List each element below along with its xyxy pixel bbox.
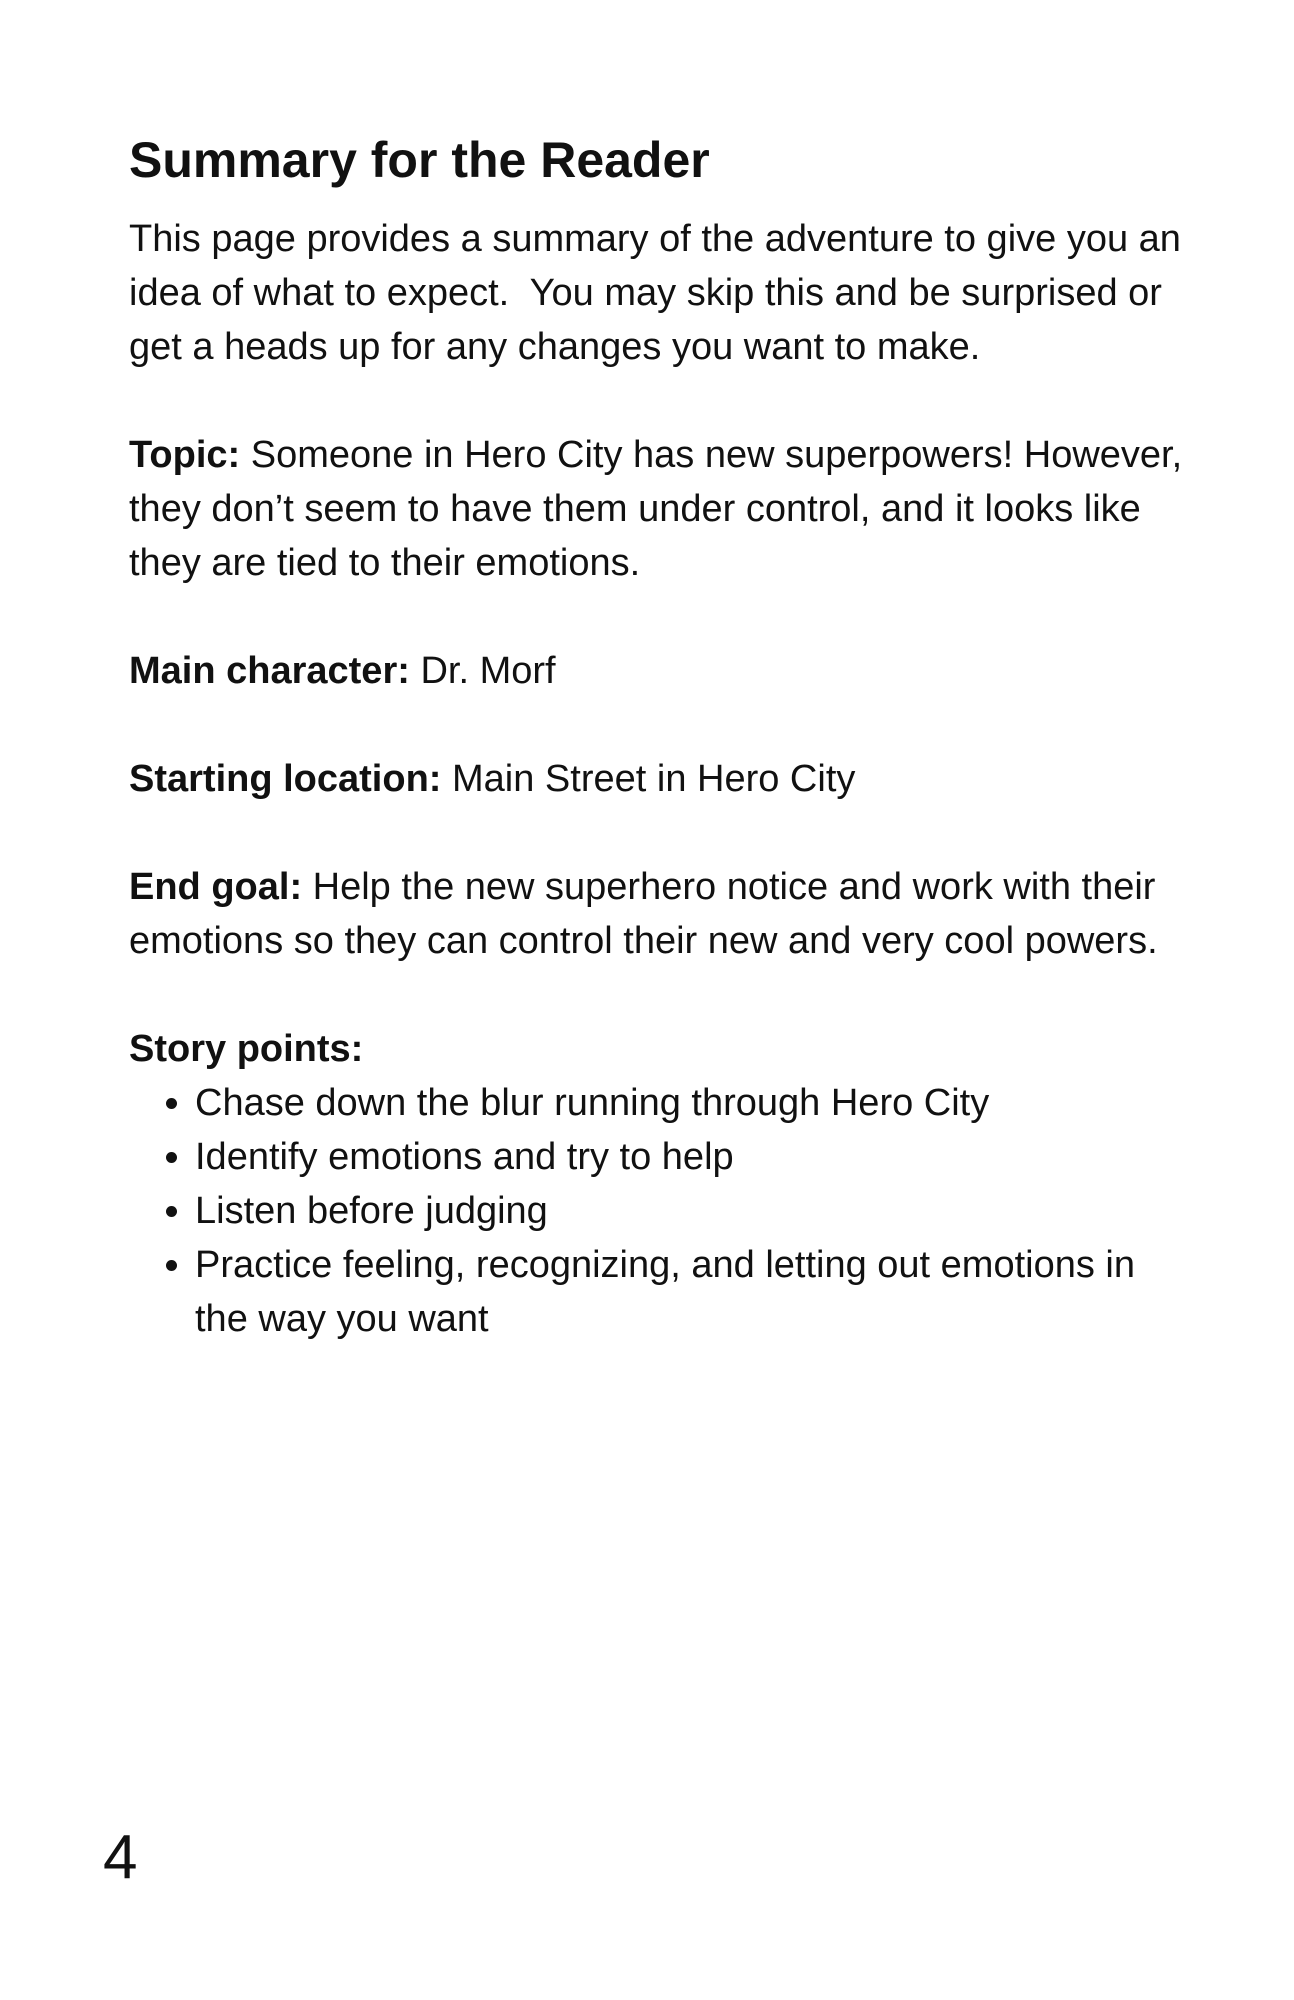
list-item: • Chase down the blur running through Hero City bbox=[195, 1076, 1189, 1130]
main-character-text: Dr. Morf bbox=[409, 650, 556, 692]
main-character-label: Main character: bbox=[129, 650, 410, 692]
story-points-list bbox=[129, 1076, 1189, 1346]
main-character-paragraph bbox=[129, 644, 1189, 698]
starting-location-text: Main Street in Hero City bbox=[441, 758, 856, 800]
page-number: 4 bbox=[103, 1823, 138, 1892]
topic-text: Someone in Hero City has new superpowers! However, they don’t seem to have them under control, and it looks like they are tied to their emotions. bbox=[129, 434, 1193, 584]
list-item: • Listen before judging bbox=[195, 1184, 1189, 1238]
intro-paragraph: This page provides a summary of the adventure to give you an idea of what to expect. You may skip this and be surprised or get a heads up for any changes you want to make. bbox=[129, 218, 1192, 368]
starting-location-paragraph bbox=[129, 752, 1189, 806]
end-goal-text: Help the new superhero notice and work with their emotions so they can control their new and very cool powers. bbox=[129, 866, 1167, 962]
end-goal-paragraph bbox=[129, 860, 1189, 968]
starting-location-label: Starting location: bbox=[129, 758, 442, 800]
topic-paragraph bbox=[129, 428, 1193, 590]
topic-label: Topic: bbox=[129, 434, 241, 476]
list-item: • Identify emotions and try to help bbox=[195, 1130, 1189, 1184]
story-points-label: Story points: bbox=[129, 1028, 364, 1070]
page-content bbox=[129, 128, 1193, 1346]
end-goal-label: End goal: bbox=[129, 866, 303, 908]
page-title: Summary for the Reader bbox=[129, 132, 710, 188]
list-item: • Practice feeling, recognizing, and letting out emotions in the way you want bbox=[195, 1238, 1189, 1346]
